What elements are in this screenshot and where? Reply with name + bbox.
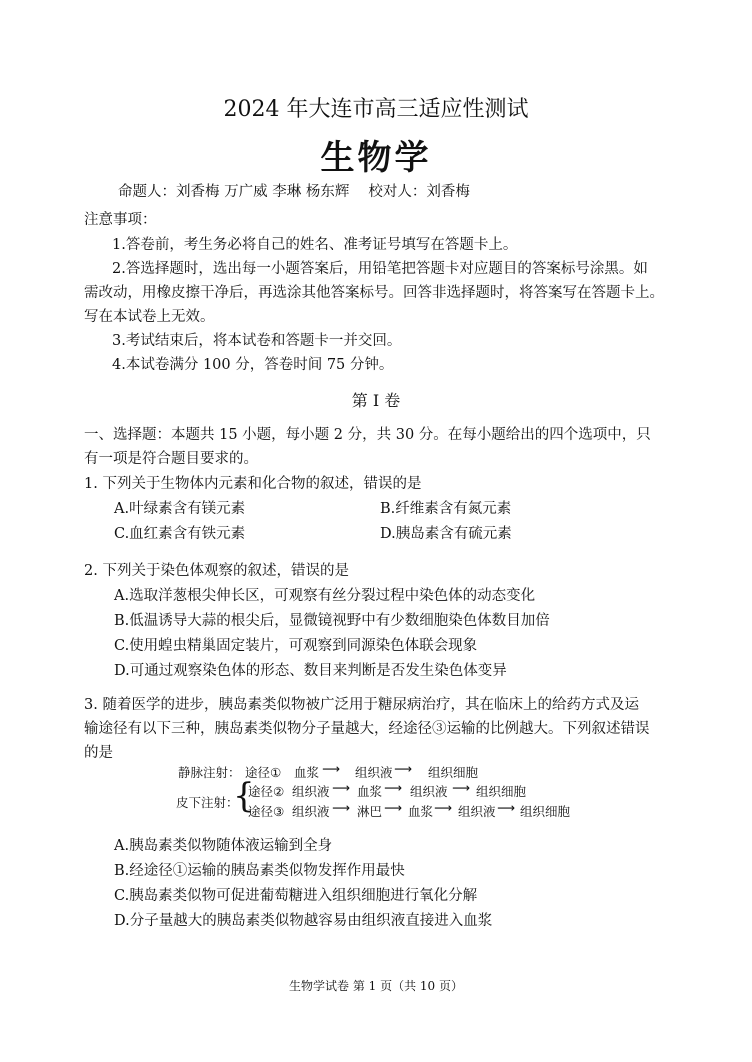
- question-2-option-c: C.使用蝗虫精巢固定装片，可观察到同源染色体联会现象: [114, 638, 478, 654]
- notice-item-2-line3: 写在本试卷上无效。: [84, 309, 215, 325]
- question-2-option-d: D.可通过观察染色体的形态、数目来判断是否发生染色体变异: [114, 663, 507, 679]
- question-3-stem-line3: 的是: [84, 745, 113, 761]
- route-2-tissue-cell: 组织细胞: [476, 784, 527, 799]
- notice-item-2-line2: 需改动，用橡皮擦干净后，再选涂其他答案标号。回答非选择题时，将答案写在答题卡上。: [84, 285, 664, 301]
- subcutaneous-injection-label: 皮下注射：: [176, 795, 239, 810]
- arrow-icon: ⟶: [394, 761, 412, 776]
- route-2-tissue-fluid-2: 组织液: [410, 784, 448, 799]
- iv-injection-label: 静脉注射：: [178, 765, 241, 780]
- arrow-icon: ⟶: [452, 780, 470, 795]
- arrow-icon: ⟶: [322, 761, 340, 776]
- question-2-option-a: A.选取洋葱根尖伸长区，可观察有丝分裂过程中染色体的动态变化: [114, 588, 536, 604]
- route-1-tissue-fluid: 组织液: [355, 765, 393, 780]
- question-3-option-c: C.胰岛素类似物可促进葡萄糖进入组织细胞进行氧化分解: [114, 888, 478, 904]
- route-3-lymph: 淋巴: [357, 804, 383, 819]
- arrow-icon: ⟶: [497, 800, 515, 815]
- question-1-stem: 1. 下列关于生物体内元素和化合物的叙述，错误的是: [84, 476, 422, 492]
- section-1-intro-line2: 有一项是符合题目要求的。: [84, 451, 258, 467]
- question-2-option-b: B.低温诱导大蒜的根尖后，显微镜视野中有少数细胞染色体数目加倍: [114, 613, 550, 629]
- brace-icon: {: [233, 776, 255, 816]
- question-3-option-b: B.经途径①运输的胰岛素类似物发挥作用最快: [114, 863, 405, 879]
- notice-item-1: 1.答卷前，考生务必将自己的姓名、准考证号填写在答题卡上。: [112, 237, 518, 253]
- arrow-icon: ⟶: [332, 800, 350, 815]
- question-3-stem-line1: 3. 随着医学的进步，胰岛素类似物被广泛用于糖尿病治疗，其在临床上的给药方式及运: [84, 697, 639, 713]
- question-1-option-a: A.叶绿素含有镁元素: [114, 501, 246, 517]
- route-2-plasma: 血浆: [357, 784, 383, 799]
- question-1-option-d: D.胰岛素含有硫元素: [380, 526, 512, 542]
- volume-title: 第 Ⅰ 卷: [351, 391, 401, 410]
- question-3-option-d: D.分子量越大的胰岛素类似物越容易由组织液直接进入血浆: [114, 913, 493, 929]
- question-1-option-c: C.血红素含有铁元素: [114, 526, 246, 542]
- question-2-stem: 2. 下列关于染色体观察的叙述，错误的是: [84, 563, 349, 579]
- exam-title: 2024 年大连市高三适应性测试: [223, 97, 529, 122]
- page-footer: 生物学试卷 第 1 页（共 10 页）: [289, 979, 463, 993]
- route-3-tissue-cell: 组织细胞: [520, 804, 571, 819]
- route-1-tissue-cell: 组织细胞: [428, 765, 479, 780]
- arrow-icon: ⟶: [384, 800, 402, 815]
- notice-item-2-line1: 2.答选择题时，选出每一小题答案后，用铅笔把答题卡对应题目的答案标号涂黑。如: [112, 261, 648, 277]
- arrow-icon: ⟶: [434, 800, 452, 815]
- notice-heading: 注意事项：: [84, 212, 157, 228]
- arrow-icon: ⟶: [332, 780, 350, 795]
- route-1-plasma: 血浆: [294, 765, 320, 780]
- route-2-label: 途径②: [248, 784, 285, 799]
- authors-line: 命题人：刘香梅 万广威 李琳 杨东辉 校对人：刘香梅: [118, 184, 470, 200]
- notice-item-4: 4.本试卷满分 100 分，答卷时间 75 分钟。: [112, 357, 394, 373]
- notice-item-3: 3.考试结束后，将本试卷和答题卡一并交回。: [112, 333, 402, 349]
- question-1-option-b: B.纤维素含有氮元素: [380, 501, 512, 517]
- route-3-label: 途径③: [248, 804, 285, 819]
- subject-title: 生物学: [320, 138, 432, 178]
- route-3-tissue-fluid: 组织液: [292, 804, 330, 819]
- question-3-stem-line2: 输途径有以下三种，胰岛素类似物分子量越大，经途径③运输的比例越大。下列叙述错误: [84, 721, 650, 737]
- route-3-plasma: 血浆: [408, 804, 434, 819]
- route-3-tissue-fluid-2: 组织液: [458, 804, 496, 819]
- route-1-label: 途径①: [245, 765, 282, 780]
- arrow-icon: ⟶: [384, 780, 402, 795]
- section-1-intro-line1: 一、选择题：本题共 15 小题，每小题 2 分，共 30 分。在每小题给出的四个选项中，只: [84, 427, 651, 443]
- question-3-option-a: A.胰岛素类似物随体液运输到全身: [114, 838, 333, 854]
- route-2-tissue-fluid: 组织液: [292, 784, 330, 799]
